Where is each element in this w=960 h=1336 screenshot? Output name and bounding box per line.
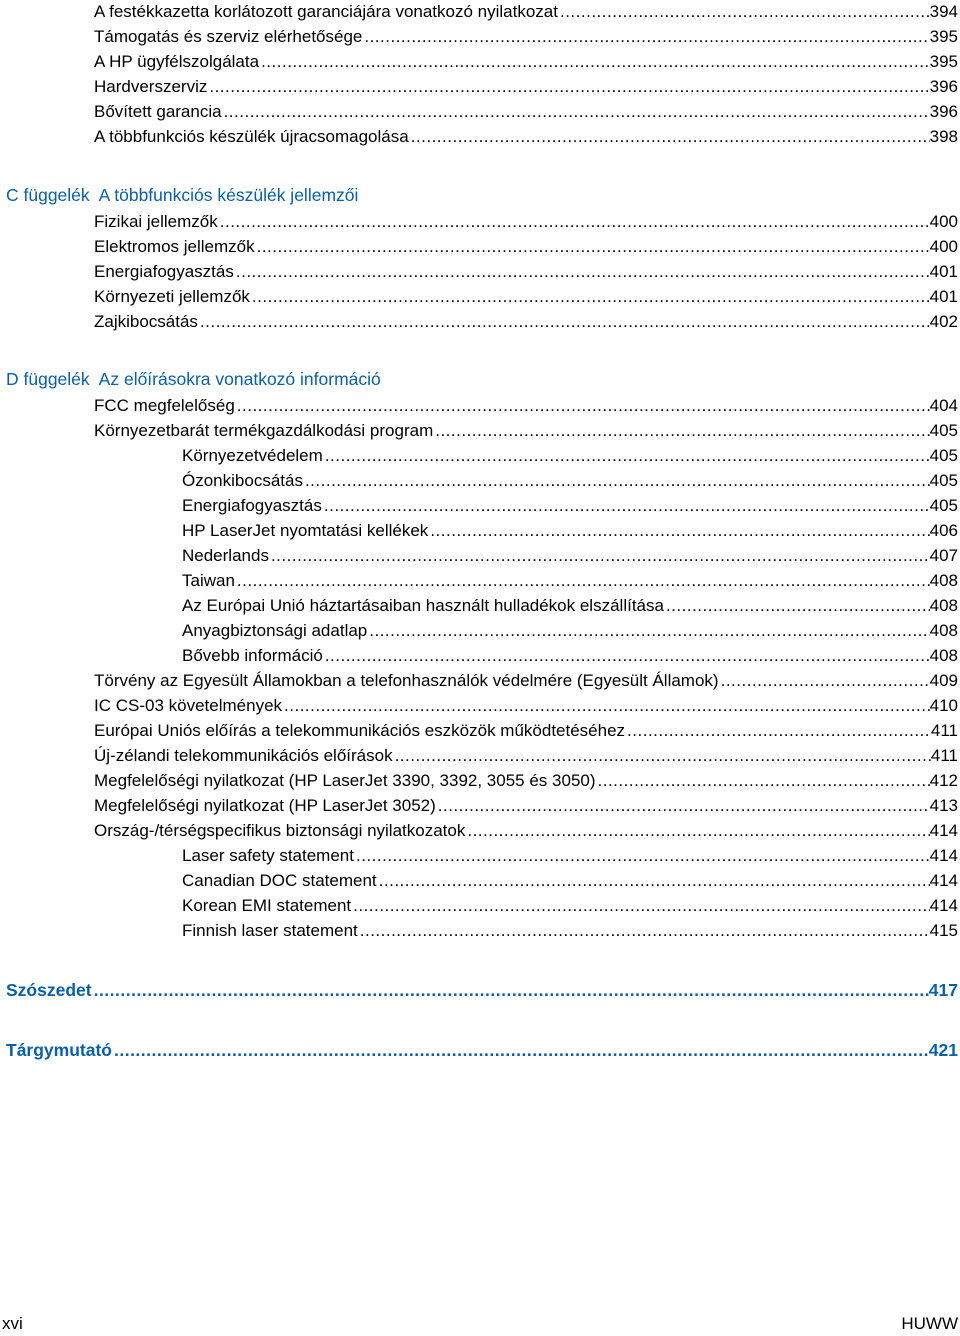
toc-entry-page: 404 xyxy=(929,396,958,415)
toc-entry-page: 406 xyxy=(929,521,958,540)
toc-entry-page: 408 xyxy=(929,646,958,665)
toc-entry[interactable] xyxy=(94,259,958,284)
toc-index[interactable] xyxy=(6,1038,958,1063)
toc-subentry[interactable] xyxy=(182,893,958,918)
toc-entry-title: Elektromos jellemzők xyxy=(94,237,255,256)
toc-entry-title: Korean EMI statement xyxy=(182,896,352,915)
toc-entry-page: 410 xyxy=(929,696,958,715)
toc-entry-title: IC CS-03 követelmények xyxy=(94,696,283,715)
toc-entry-page: 402 xyxy=(929,312,958,331)
toc-entry[interactable] xyxy=(94,693,958,718)
toc-subentry[interactable] xyxy=(182,493,958,518)
toc-entry-page: 405 xyxy=(929,496,958,515)
toc-entry-page: 408 xyxy=(929,571,958,590)
index-page: 421 xyxy=(928,1040,958,1060)
toc-entry-page: 401 xyxy=(929,287,958,306)
toc-subentry[interactable] xyxy=(182,918,958,943)
toc-entry[interactable] xyxy=(94,0,958,24)
toc-entry[interactable] xyxy=(94,793,958,818)
toc-entry-title: Bővített garancia xyxy=(94,102,222,121)
toc-entry[interactable] xyxy=(94,743,958,768)
toc-entry-page: 414 xyxy=(929,871,958,890)
toc-entry-title: Támogatás és szerviz elérhetősége xyxy=(94,27,363,46)
toc-entry-title: Energiafogyasztás xyxy=(94,262,234,281)
page-footer xyxy=(0,1312,960,1336)
appendix-label: D függelék xyxy=(6,369,90,389)
toc-entry-page: 414 xyxy=(929,896,958,915)
toc-entry[interactable] xyxy=(94,209,958,234)
toc-entry-page: 401 xyxy=(929,262,958,281)
toc-entry[interactable] xyxy=(94,99,958,124)
toc-entry-title: A többfunkciós készülék újracsomagolása xyxy=(94,127,409,146)
toc-entry[interactable] xyxy=(94,284,958,309)
toc-entry-title: Laser safety statement xyxy=(182,846,354,865)
toc-entry[interactable] xyxy=(94,234,958,259)
toc-entry-title: Új-zélandi telekommunikációs előírások xyxy=(94,746,393,765)
toc-entry[interactable] xyxy=(94,768,958,793)
page-number: xvi xyxy=(2,1314,23,1333)
toc-subentry[interactable] xyxy=(182,568,958,593)
toc-entry-title: Törvény az Egyesült Államokban a telefonhasználók védelmére (Egyesült Államok) xyxy=(94,671,719,690)
toc-subentry[interactable] xyxy=(182,468,958,493)
appendix-title: Az előírásokra vonatkozó információ xyxy=(98,369,381,389)
toc-subentry[interactable] xyxy=(182,443,958,468)
toc-entry-title: Ózonkibocsátás xyxy=(182,471,303,490)
toc-entry-page: 408 xyxy=(929,596,958,615)
toc-entry-page: 405 xyxy=(929,421,958,440)
toc-entry-title: Bővebb információ xyxy=(182,646,323,665)
toc-entry-page: 411 xyxy=(930,746,958,765)
locale-code: HUWW xyxy=(901,1314,958,1333)
toc-entry-page: 405 xyxy=(929,471,958,490)
toc-entry-page: 413 xyxy=(929,796,958,815)
toc-subentry[interactable] xyxy=(182,868,958,893)
toc-entry-page: 395 xyxy=(929,52,958,71)
appendix-label: C függelék xyxy=(6,185,90,205)
toc-entry-title: Taiwan xyxy=(182,571,235,590)
toc-entry-page: 400 xyxy=(929,237,958,256)
toc-entry[interactable] xyxy=(94,418,958,443)
toc-subentry[interactable] xyxy=(182,543,958,568)
toc-subentry[interactable] xyxy=(182,618,958,643)
toc-entry-page: 394 xyxy=(929,2,958,21)
appendix-title: A többfunkciós készülék jellemzői xyxy=(98,185,359,205)
toc-entry-title: Hardverszerviz xyxy=(94,77,208,96)
appendix-c-heading[interactable] xyxy=(6,183,358,208)
toc-entry[interactable] xyxy=(94,718,958,743)
toc-entry-page: 408 xyxy=(929,621,958,640)
toc-entry-title: Finnish laser statement xyxy=(182,921,358,940)
toc-entry-title: Környezetvédelem xyxy=(182,446,323,465)
toc-entry-page: 415 xyxy=(929,921,958,940)
toc-entry-title: Ország-/térségspecifikus biztonsági nyilatkozatok xyxy=(94,821,466,840)
toc-entry-page: 405 xyxy=(929,446,958,465)
toc-entry-title: Anyagbiztonsági adatlap xyxy=(182,621,368,640)
glossary-page: 417 xyxy=(928,980,958,1000)
toc-entry-title: Fizikai jellemzők xyxy=(94,212,218,231)
toc-entry-title: Megfelelőségi nyilatkozat (HP LaserJet 3052) xyxy=(94,796,436,815)
toc-entry-page: 414 xyxy=(929,846,958,865)
toc-entry-title: Környezetbarát termékgazdálkodási program xyxy=(94,421,434,440)
toc-entry-title: HP LaserJet nyomtatási kellékek xyxy=(182,521,429,540)
toc-entry[interactable] xyxy=(94,49,958,74)
toc-entry-title: Zajkibocsátás xyxy=(94,312,198,331)
toc-entry-page: 396 xyxy=(929,77,958,96)
toc-entry[interactable] xyxy=(94,309,958,334)
toc-entry[interactable] xyxy=(94,124,958,149)
toc-entry-title: A festékkazetta korlátozott garanciájára vonatkozó nyilatkozat xyxy=(94,2,558,21)
toc-subentry[interactable] xyxy=(182,843,958,868)
toc-glossary[interactable] xyxy=(6,978,958,1003)
toc-entry-page: 409 xyxy=(929,671,958,690)
toc-entry-page: 414 xyxy=(929,821,958,840)
toc-entry-title: Megfelelőségi nyilatkozat (HP LaserJet 3390, 3392, 3055 és 3050) xyxy=(94,771,596,790)
toc-entry-page: 411 xyxy=(930,721,958,740)
toc-subentry[interactable] xyxy=(182,643,958,668)
toc-subentry[interactable] xyxy=(182,518,958,543)
appendix-d-heading[interactable] xyxy=(6,367,381,392)
toc-entry-title: Európai Uniós előírás a telekommunikációs eszközök működtetéséhez xyxy=(94,721,626,740)
toc-entry[interactable] xyxy=(94,74,958,99)
toc-entry-page: 412 xyxy=(929,771,958,790)
toc-entry-title: Energiafogyasztás xyxy=(182,496,322,515)
toc-entry-title: Környezeti jellemzők xyxy=(94,287,250,306)
toc-entry[interactable] xyxy=(94,668,958,693)
toc-entry-page: 396 xyxy=(929,102,958,121)
toc-entry[interactable] xyxy=(94,24,958,49)
toc-entry-title: Canadian DOC statement xyxy=(182,871,377,890)
toc-entry-page: 407 xyxy=(929,546,958,565)
toc-entry-title: A HP ügyfélszolgálata xyxy=(94,52,260,71)
toc-entry-title: FCC megfelelőség xyxy=(94,396,235,415)
toc-entry-title: Nederlands xyxy=(182,546,269,565)
index-title: Tárgymutató xyxy=(6,1040,112,1060)
glossary-title: Szószedet xyxy=(6,980,92,1000)
toc-entry-page: 395 xyxy=(929,27,958,46)
toc-entry[interactable] xyxy=(94,393,958,418)
toc-entry-page: 398 xyxy=(929,127,958,146)
toc-subentry[interactable] xyxy=(182,593,958,618)
toc-entry-page: 400 xyxy=(929,212,958,231)
toc-entry[interactable] xyxy=(94,818,958,843)
toc-entry-title: Az Európai Unió háztartásaiban használt hulladékok elszállítása xyxy=(182,596,664,615)
